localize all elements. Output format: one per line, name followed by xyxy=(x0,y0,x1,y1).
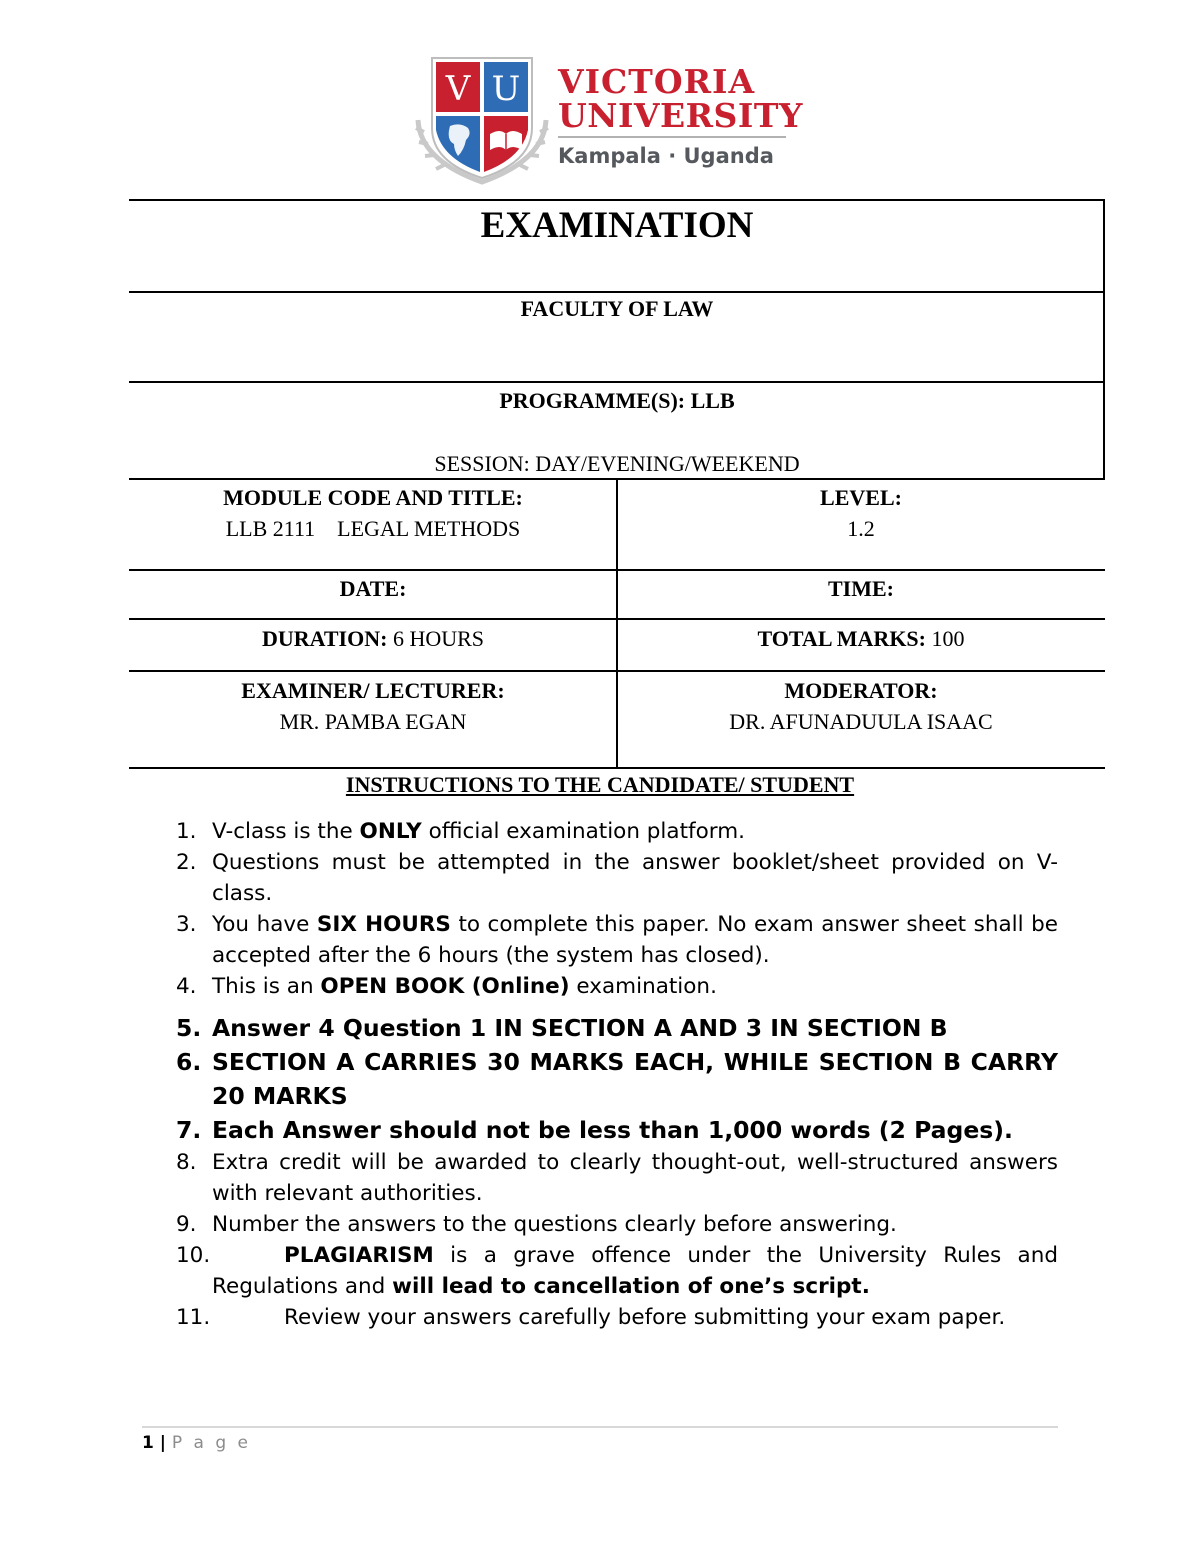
instruction-number: 2. xyxy=(176,850,197,875)
footer-separator: | xyxy=(153,1433,172,1453)
examiner-value: MR. PAMBA EGAN xyxy=(279,709,467,734)
instruction-item xyxy=(176,1240,1058,1302)
logo-name-line2: UNIVERSITY xyxy=(558,96,803,135)
instruction-text: examination. xyxy=(569,974,717,999)
instruction-text: Each Answer should not be less than 1,000 words (2 Pages). xyxy=(212,1116,1013,1144)
header-divider xyxy=(129,381,1105,383)
module-value: LLB 2111 LEGAL METHODS xyxy=(225,516,521,541)
module-cell xyxy=(130,482,616,544)
time-cell xyxy=(618,573,1104,604)
logo-divider xyxy=(558,136,786,138)
moderator-cell xyxy=(618,675,1104,737)
instruction-number: 10. xyxy=(176,1243,211,1268)
shield-letter-v: V xyxy=(445,69,471,109)
instruction-emphasis: ONLY xyxy=(359,819,422,844)
instruction-item xyxy=(176,1302,1058,1333)
instruction-text: V-class is the xyxy=(212,819,360,844)
faculty-name: FACULTY OF LAW xyxy=(520,296,714,321)
instruction-number: 4. xyxy=(176,974,197,999)
session: SESSION: DAY/EVENING/WEEKEND xyxy=(434,451,800,476)
instruction-text: You have xyxy=(212,912,317,937)
page-footer xyxy=(142,1433,251,1453)
duration-value: 6 HOURS xyxy=(387,626,485,651)
instruction-text: SECTION A CARRIES 30 MARKS EACH, WHILE SECTION B CARRY 20 MARKS xyxy=(212,1048,1058,1110)
details-row-divider xyxy=(129,618,1105,620)
details-row-divider xyxy=(129,767,1105,769)
instruction-item xyxy=(176,1011,1058,1045)
instruction-item xyxy=(176,847,1058,909)
moderator-label: MODERATOR: xyxy=(784,678,938,703)
level-cell xyxy=(618,482,1104,544)
instruction-item xyxy=(176,1045,1058,1113)
instruction-item xyxy=(176,1209,1058,1240)
instructions-heading: INSTRUCTIONS TO THE CANDIDATE/ STUDENT xyxy=(345,772,855,797)
duration-label: DURATION: xyxy=(261,626,388,651)
exam-title: EXAMINATION xyxy=(480,205,754,246)
moderator-value: DR. AFUNADUULA ISAAC xyxy=(729,709,993,734)
instruction-number: 1. xyxy=(176,819,197,844)
university-logo xyxy=(410,50,803,185)
footer-divider xyxy=(142,1426,1058,1428)
total-marks-value: 100 xyxy=(926,626,965,651)
duration-cell xyxy=(130,623,616,654)
instruction-text: This is an xyxy=(212,974,321,999)
instruction-item xyxy=(176,1147,1058,1209)
instructions-list xyxy=(176,816,1058,1333)
instruction-emphasis: will lead to cancellation of one’s script. xyxy=(392,1274,870,1299)
total-marks-label: TOTAL MARKS: xyxy=(757,626,926,651)
date-cell xyxy=(130,573,616,604)
details-row-divider xyxy=(129,670,1105,672)
instruction-number: 3. xyxy=(176,912,197,937)
instruction-text: is a grave offence under the University Rules and Regulations and xyxy=(212,1243,1058,1299)
instruction-number: 7. xyxy=(176,1116,202,1144)
header-box-top-border xyxy=(129,199,1105,201)
instruction-item xyxy=(176,816,1058,847)
instruction-text: Review your answers carefully before submitting your exam paper. xyxy=(284,1305,1006,1330)
details-row-divider xyxy=(129,569,1105,571)
time-label: TIME: xyxy=(828,576,894,601)
examiner-label: EXAMINER/ LECTURER: xyxy=(241,678,505,703)
instruction-number: 11. xyxy=(176,1305,211,1330)
total-marks-cell xyxy=(618,623,1104,654)
instruction-text: Questions must be attempted in the answer booklet/sheet provided on V-class. xyxy=(212,850,1058,906)
instruction-number: 5. xyxy=(176,1014,202,1042)
date-label: DATE: xyxy=(339,576,407,601)
instruction-text: Answer 4 Question 1 IN SECTION A AND 3 IN SECTION B xyxy=(212,1014,948,1042)
programme: PROGRAMME(S): LLB xyxy=(499,388,735,413)
instruction-emphasis: SIX HOURS xyxy=(316,912,451,937)
page-label: P a g e xyxy=(171,1433,252,1453)
module-label: MODULE CODE AND TITLE: xyxy=(223,485,523,510)
instruction-item xyxy=(176,1113,1058,1147)
instruction-emphasis: PLAGIARISM xyxy=(284,1243,434,1268)
instruction-number: 8. xyxy=(176,1150,197,1175)
examiner-cell xyxy=(130,675,616,737)
level-value: 1.2 xyxy=(847,516,875,541)
instruction-item xyxy=(176,909,1058,971)
instruction-text: Number the answers to the questions clearly before answering. xyxy=(212,1212,897,1237)
header-divider xyxy=(129,291,1105,293)
shield-letter-u: U xyxy=(491,69,521,109)
logo-name-line1: VICTORIA xyxy=(558,62,756,101)
page-number: 1 xyxy=(142,1433,154,1453)
level-label: LEVEL: xyxy=(820,485,902,510)
shield-crest-icon xyxy=(410,50,555,185)
instruction-text: to complete this paper. No exam answer sheet shall be accepted after the 6 hours (the system has closed). xyxy=(212,912,1058,968)
instruction-item xyxy=(176,971,1058,1002)
instruction-emphasis: OPEN BOOK (Online) xyxy=(320,974,570,999)
logo-location: Kampala · Uganda xyxy=(558,144,774,168)
instruction-text: official examination platform. xyxy=(421,819,745,844)
instruction-number: 6. xyxy=(176,1048,202,1076)
instruction-number: 9. xyxy=(176,1212,197,1237)
instruction-text: Extra credit will be awarded to clearly thought-out, well-structured answers with relevant authorities. xyxy=(212,1150,1058,1206)
